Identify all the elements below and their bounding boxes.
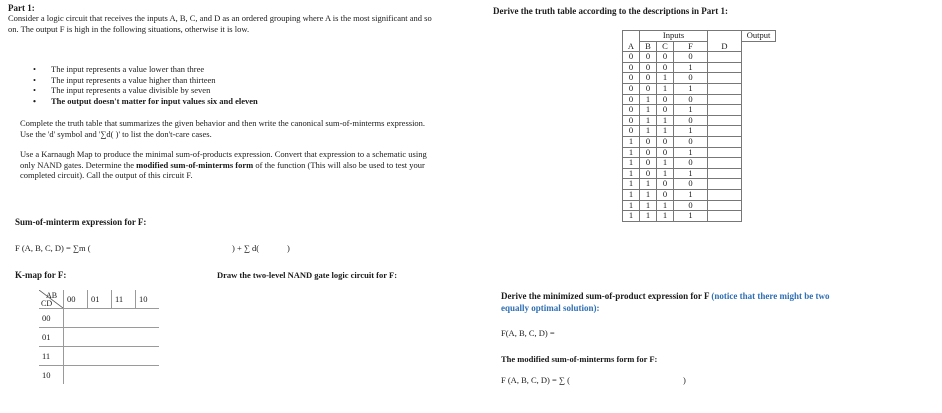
intro-paragraph: Consider a logic circuit that receives the inputs A, B, C, and D as an ordered grouping where A is the most significant and so on. The output F is high in the following situations, otherwise it is low. [8, 13, 432, 34]
table-cell: 1 [674, 105, 708, 116]
table-cell: 0 [623, 94, 640, 105]
table-cell: 0 [657, 179, 674, 190]
list-item: • The input represents a value divisible by seven [33, 85, 258, 96]
table-cell: 0 [657, 189, 674, 200]
table-cell: 0 [657, 136, 674, 147]
table-cell: 0 [674, 94, 708, 105]
minterm-expression-line: F (A, B, C, D) = ∑m ( [15, 243, 91, 253]
truth-table [622, 30, 776, 222]
table-row [623, 52, 776, 63]
nand-circuit-heading: Draw the two-level NAND gate logic circuit for F: [217, 270, 398, 280]
kmap-row-header: 10 [39, 366, 64, 385]
table-cell: 0 [623, 115, 640, 126]
table-cell: 1 [623, 179, 640, 190]
kmap-row-header: 00 [39, 309, 64, 328]
table-cell: 0 [623, 83, 640, 94]
kmap-cell[interactable] [64, 347, 88, 366]
table-cell: 0 [674, 179, 708, 190]
part-title: Part 1: [8, 3, 35, 13]
table-cell: 1 [640, 200, 657, 211]
table-cell: 0 [640, 73, 657, 84]
table-row [623, 158, 776, 169]
table-cell: 0 [674, 73, 708, 84]
output-cell[interactable] [708, 147, 742, 158]
table-row [623, 211, 776, 222]
table-cell: 0 [657, 52, 674, 63]
output-cell[interactable] [708, 189, 742, 200]
output-cell[interactable] [708, 105, 742, 116]
col-header-f: F [674, 41, 708, 52]
table-cell: 0 [640, 52, 657, 63]
table-cell: 0 [674, 52, 708, 63]
table-cell: 1 [657, 83, 674, 94]
kmap-col-header: 00 [64, 290, 88, 309]
output-group-header: Output [742, 31, 776, 42]
kmap-ab-label: AB [46, 291, 58, 300]
table-cell: 0 [640, 136, 657, 147]
modified-minterms-line: F (A, B, C, D) = ∑ ( [501, 375, 570, 385]
table-row [623, 94, 776, 105]
list-item: • The output doesn't matter for input values six and eleven [33, 96, 258, 107]
table-cell: 0 [674, 158, 708, 169]
table-cell: 0 [657, 94, 674, 105]
table-cell: 1 [657, 73, 674, 84]
list-item: • The input represents a value lower than three [33, 64, 258, 75]
kmap-col-header: 10 [136, 290, 160, 309]
output-cell[interactable] [708, 179, 742, 190]
table-cell: 1 [657, 158, 674, 169]
table-cell: 0 [640, 83, 657, 94]
table-cell: 0 [623, 62, 640, 73]
table-cell: 1 [623, 147, 640, 158]
output-cell[interactable] [708, 83, 742, 94]
output-cell[interactable] [708, 136, 742, 147]
table-cell: 1 [623, 136, 640, 147]
kmap-col-header: 01 [88, 290, 112, 309]
table-cell: 1 [657, 200, 674, 211]
table-cell: 1 [640, 105, 657, 116]
kmap-corner [39, 290, 64, 309]
table-cell: 0 [657, 62, 674, 73]
table-cell: 0 [674, 136, 708, 147]
kmap-heading: K-map for F: [15, 270, 67, 280]
kmap-cell[interactable] [136, 309, 160, 328]
truth-table-title: Derive the truth table according to the descriptions in Part 1: [493, 6, 728, 16]
table-cell: 1 [640, 179, 657, 190]
output-cell[interactable] [708, 168, 742, 179]
table-cell: 1 [674, 147, 708, 158]
table-cell: 1 [623, 200, 640, 211]
table-row [623, 147, 776, 158]
kmap-cell[interactable] [136, 347, 160, 366]
minimized-expression-line: F(A, B, C, D) = [501, 328, 555, 338]
table-row [623, 168, 776, 179]
output-cell[interactable] [708, 158, 742, 169]
table-cell: 0 [674, 200, 708, 211]
table-row [623, 126, 776, 137]
table-cell: 1 [657, 168, 674, 179]
output-cell[interactable] [708, 94, 742, 105]
table-cell: 1 [657, 126, 674, 137]
output-cell[interactable] [708, 126, 742, 137]
table-row [623, 73, 776, 84]
table-cell: 1 [640, 115, 657, 126]
close-paren: ) [287, 243, 290, 253]
kmap-cell[interactable] [88, 309, 112, 328]
table-cell: 1 [674, 126, 708, 137]
table-row [623, 105, 776, 116]
kmap-cell[interactable] [88, 366, 112, 385]
output-cell[interactable] [708, 62, 742, 73]
table-cell: 0 [623, 52, 640, 63]
col-header-b: B [640, 41, 657, 52]
table-cell: 1 [640, 189, 657, 200]
kmap-col-header: 11 [112, 290, 136, 309]
table-cell: 1 [640, 126, 657, 137]
table-cell: 1 [623, 168, 640, 179]
kmap-cell[interactable] [136, 366, 160, 385]
requirements-list [33, 64, 258, 106]
kmap-cell[interactable] [136, 328, 160, 347]
instructions-kmap: Use a Karnaugh Map to produce the minimal sum-of-products expression. Convert that expression to a schematic using only NAND gates. Determine the modified sum-of-minterms form of the function (This will also be used to test your completed circuit). Call the output of this circuit F. [20, 149, 427, 180]
table-cell: 0 [640, 62, 657, 73]
karnaugh-map [39, 290, 159, 384]
kmap-cell[interactable] [112, 328, 136, 347]
table-cell: 1 [623, 189, 640, 200]
kmap-cell[interactable] [64, 309, 88, 328]
table-cell: 0 [657, 147, 674, 158]
table-cell: 1 [674, 83, 708, 94]
kmap-cell[interactable] [112, 309, 136, 328]
table-cell: 1 [674, 168, 708, 179]
table-cell: 1 [674, 189, 708, 200]
list-item: • The input represents a value higher than thirteen [33, 75, 258, 86]
output-cell[interactable] [708, 52, 742, 63]
table-cell: 1 [674, 211, 708, 222]
close-paren: ) [683, 375, 686, 385]
kmap-cell[interactable] [112, 347, 136, 366]
inputs-group-header: Inputs [640, 31, 708, 42]
table-row [623, 189, 776, 200]
table-cell: 0 [640, 168, 657, 179]
table-cell: 0 [623, 73, 640, 84]
table-row [623, 115, 776, 126]
kmap-cell[interactable] [112, 366, 136, 385]
table-cell: 0 [657, 105, 674, 116]
minimized-sop-heading: Derive the minimized sum-of-product expression for F (notice that there might be two [501, 291, 830, 301]
truth-table-body [623, 52, 776, 222]
col-header-a: A [623, 31, 640, 52]
kmap-row-header: 01 [39, 328, 64, 347]
kmap-cell[interactable] [88, 347, 112, 366]
kmap-cell[interactable] [64, 328, 88, 347]
table-cell: 0 [623, 126, 640, 137]
table-cell: 0 [640, 147, 657, 158]
table-cell: 1 [623, 158, 640, 169]
table-cell: 1 [640, 211, 657, 222]
table-cell: 0 [640, 158, 657, 169]
table-row [623, 179, 776, 190]
output-cell[interactable] [708, 73, 742, 84]
output-cell[interactable] [708, 115, 742, 126]
kmap-cd-label: CD [41, 299, 53, 308]
minimized-sop-note: equally optimal solution): [501, 303, 600, 313]
table-cell: 1 [657, 115, 674, 126]
table-cell: 1 [623, 211, 640, 222]
col-header-c: C [657, 41, 674, 52]
table-row [623, 83, 776, 94]
sop-heading: Sum-of-minterm expression for F: [15, 217, 147, 227]
table-cell: 1 [674, 62, 708, 73]
output-cell[interactable] [708, 200, 742, 211]
dont-care-expression: ) + ∑ d( [232, 243, 260, 253]
kmap-cell[interactable] [88, 328, 112, 347]
table-cell: 0 [674, 115, 708, 126]
instructions-truth-table: Complete the truth table that summarizes the given behavior and then write the canonical sum-of-minterms expression. Use the 'd' symbol and '∑d( )' to list the don't-care cases. [20, 118, 426, 139]
kmap-row-header: 11 [39, 347, 64, 366]
table-cell: 1 [640, 94, 657, 105]
table-cell: 1 [657, 211, 674, 222]
table-row [623, 200, 776, 211]
modified-minterms-heading: The modified sum-of-minterms form for F: [501, 354, 658, 364]
table-row [623, 62, 776, 73]
table-cell: 0 [623, 105, 640, 116]
output-cell[interactable] [708, 211, 742, 222]
col-header-d: D [708, 31, 742, 52]
table-row [623, 136, 776, 147]
kmap-cell[interactable] [64, 366, 88, 385]
